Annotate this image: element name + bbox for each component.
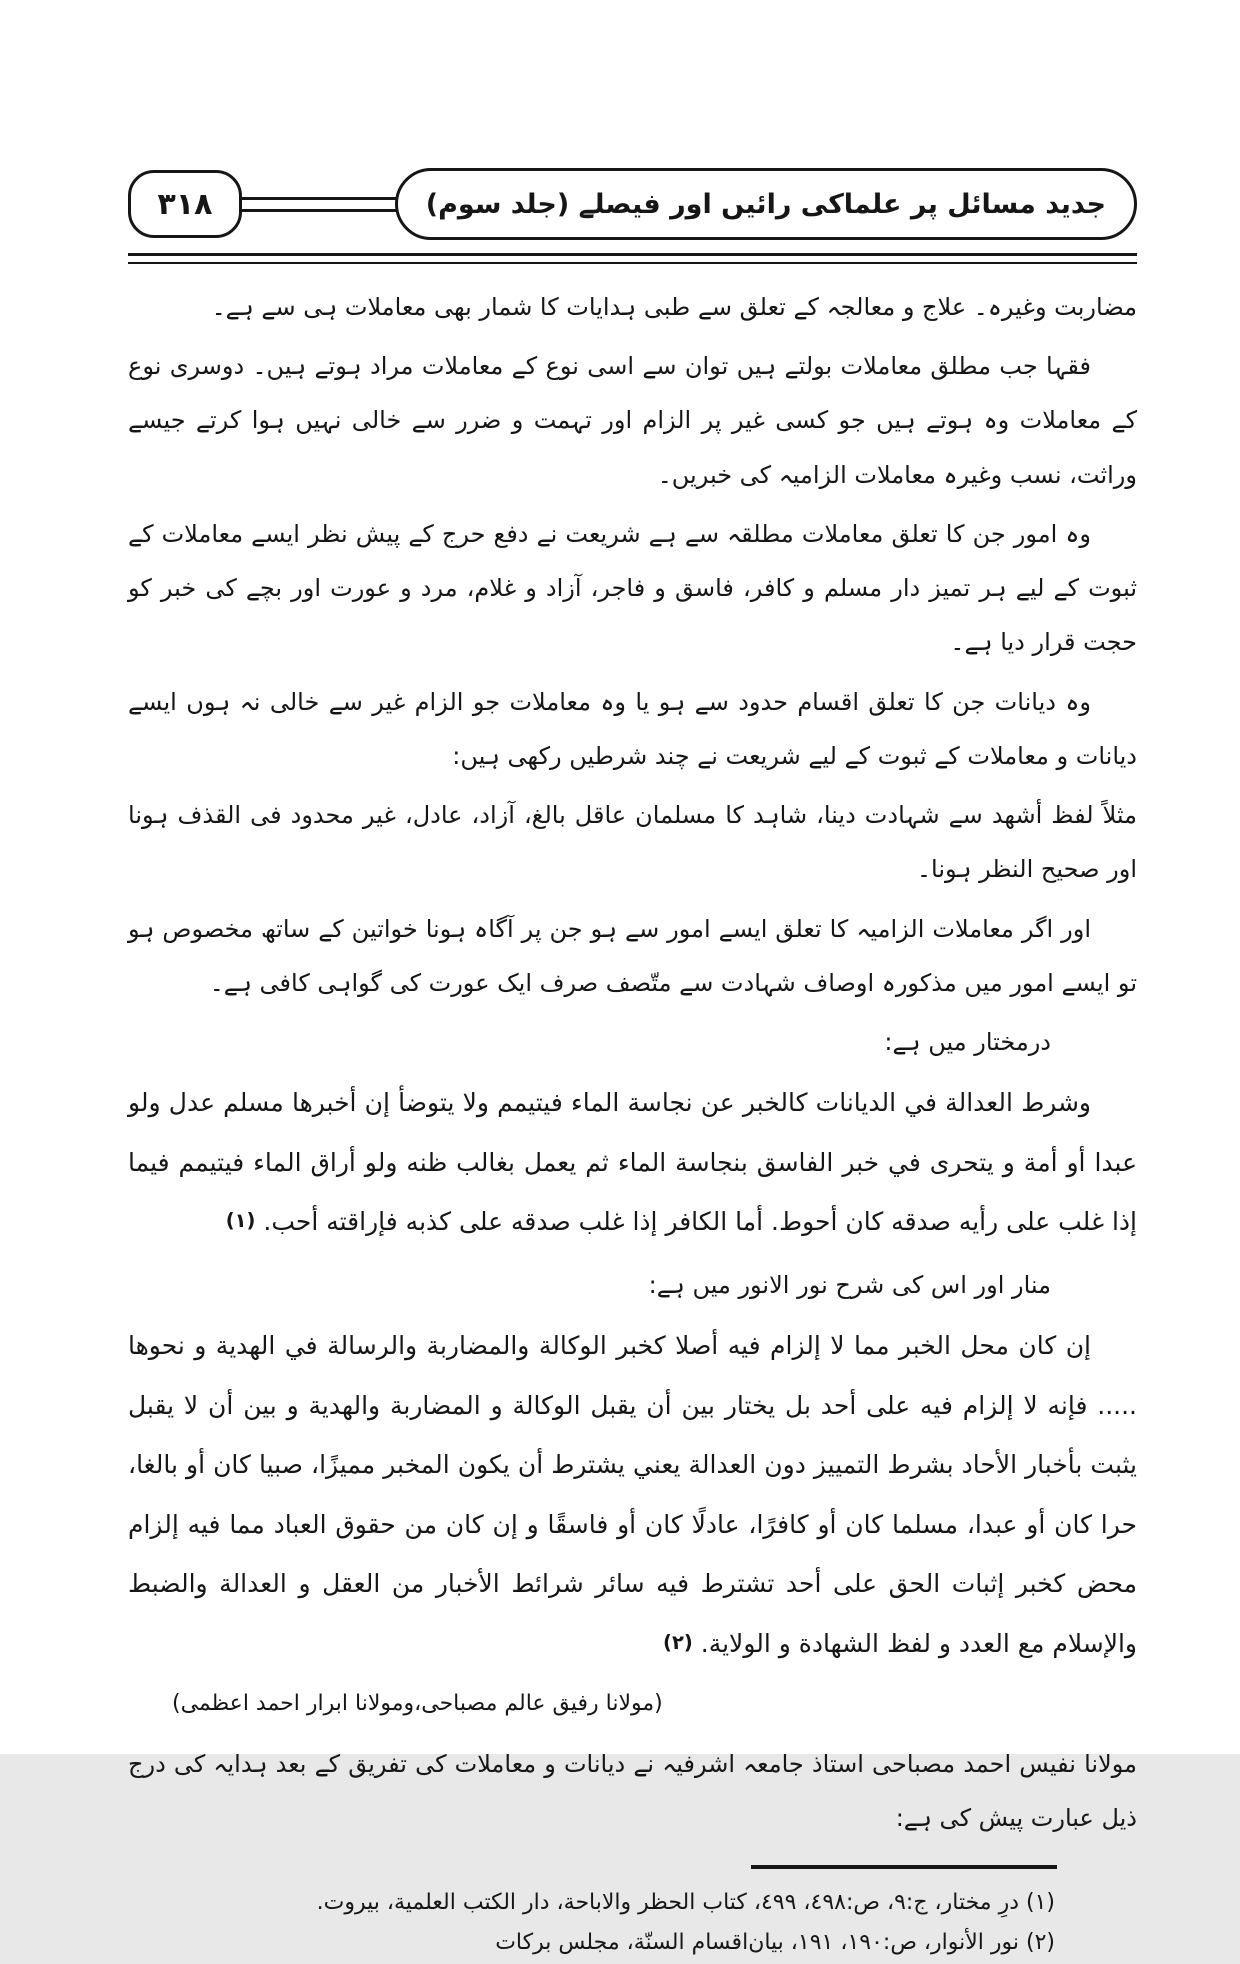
paragraph-umoor: وہ امور جن کا تعلق معاملات مطلقہ سے ہے شریعت نے دفع حرج کے پیش نظر ایسے معاملات کے ثبوت کے لیے ہر تمیز دار مسلم و کافر، فاسق و فاجر، آزاد و غلام، مرد و عورت اور بچے کی خبر کو حجت قرار دیا ہے۔	[128, 519, 1137, 657]
page-number: ۳۱۸	[157, 186, 213, 222]
paragraph-nafees: مولانا نفیس احمد مصباحی استاذ جامعہ اشرفیہ نے دیانات و معاملات کی تفریق کے بعد ہدایہ کی درج ذیل عبارت پیش کی ہے:	[128, 1749, 1137, 1832]
quote-durr-mukhtar	[128, 1073, 1137, 1252]
paragraph-masalan: مثلاً لفظ أشهد سے شہادت دینا، شاہد کا مسلمان عاقل بالغ، آزاد، عادل، غیر محدود فی القذف ہونا اور صحیح النظر ہونا۔	[128, 801, 1137, 884]
quote-manar-text: إن كان محل الخبر مما لا إلزام فيه أصلا كخبر الوكالة والمضاربة والرسالة في الهدية و نحوها ..... فإنه لا إلزام فيه على أحد بل يختار بين أن يقبل الوكالة و المضاربة والهدية و بين أن لا يقبل يثبت بأخبار الأحاد بشرط التمييز دون العدالة يعني يشترط أن يكون المخبر مميزًا، صبيا كان أو بالغا، حرا كان أو عبدا، مسلما كان أو كافرًا، عادلًا كان أو فاسقًا و إن كان من حقوق العباد مما فيه إلزام محض كخبر إثبات الحق على أحد تشترط فيه سائر شرائط الأخبار من العقل و العدالة والضبط والإسلام مع العدد و لفظ الشهادة و الولاية.	[128, 1331, 1137, 1658]
footnote-2: (٢) نور الأنوار، ص:١٩٠، ١٩١، بیان‌اقسام السنّة، مجلس برکات	[495, 1930, 1055, 1956]
page-body	[128, 264, 1137, 1964]
header-rule-line	[236, 197, 401, 212]
paragraph-mudarabat: مضاربت وغیرہ۔ علاج و معالجہ کے تعلق سے طبی ہدایات کا شمار بھی معاملات ہی سے ہے۔	[211, 293, 1137, 321]
footnote-1: (١) درِ مختار، ج:٩، ص:٤٩٨، ٤٩٩، كتاب الحظر والاباحة، دار الكتب العلمية، بيروت.	[316, 1889, 1055, 1915]
paragraph-ilzamiyah: اور اگر معاملات الزامیہ کا تعلق ایسے امور سے ہو جن پر آگاہ ہونا خواتین کے ساتھ مخصوص ہو تو ایسے امور میں مذکورہ اوصاف شہادت سے متّصف صرف ایک عورت کی گواہی کافی ہے۔	[128, 914, 1137, 997]
header-divider	[128, 253, 1137, 264]
book-title: جدید مسائل پر علماکی رائیں اور فیصلے (جلد سوم)	[425, 188, 1106, 220]
page-header	[128, 168, 1137, 240]
leadin-manar: منار اور اس کی شرح نور الانور میں ہے:	[648, 1270, 1051, 1299]
quote-manar	[128, 1316, 1137, 1673]
footnote-ref-2: (۲)	[663, 1630, 693, 1654]
footnote-ref-1: (۱)	[225, 1209, 256, 1233]
quote-durr-mukhtar-text: وشرط العدالة في الديانات كالخبر عن نجاسة الماء فيتيمم ولا يتوضأ إن أخبرها مسلم عدل ولو عبدا أو أمة و يتحرى في خبر الفاسق بنجاسة الماء ثم يعمل بغالب ظنه ولو أراق الماء فيتيمم فيما إذا غلب على رأيه صدقه كان أحوط. أما الكافر إذا غلب صدقه على كذبه فإراقته أحب.	[128, 1088, 1137, 1237]
book-title-badge	[395, 168, 1137, 240]
leadin-durr-mukhtar: درمختار میں ہے:	[884, 1028, 1051, 1057]
attribution-scholars: (مولانا رفیق عالم مصباحی،ومولانا ابرار احمد اعظمی)	[172, 1691, 663, 1717]
paragraph-fuqaha: فقہا جب مطلق معاملات بولتے ہیں توان سے اسی نوع کے معاملات مراد ہوتے ہیں۔ دوسری نوع کے معاملات وہ ہوتے ہیں جو کسی غیر پر الزام اور تہمت و ضرر سے خالی نہیں ہوا کرتے جیسے وراثت، نسب وغیرہ معاملات الزامیہ کی خبریں۔	[128, 352, 1137, 489]
paragraph-diyanat: وہ دیانات جن کا تعلق اقسام حدود سے ہو یا وہ معاملات جو الزام غیر سے خالی نہ ہوں ایسے دیانات و معاملات کے ثبوت کے لیے شریعت نے چند شرطیں رکھی ہیں:	[128, 687, 1137, 770]
page-number-badge	[128, 170, 242, 238]
footnote-separator	[751, 1865, 1057, 1869]
